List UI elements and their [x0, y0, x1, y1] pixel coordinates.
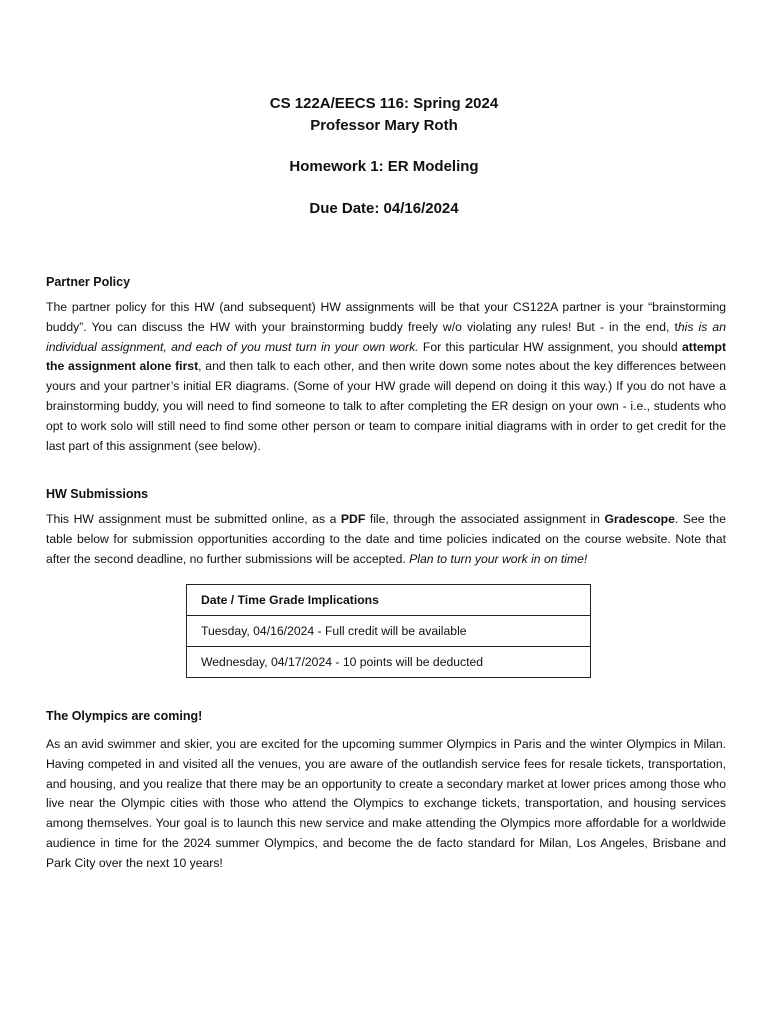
olympics-paragraph: As an avid swimmer and skier, you are excited for the upcoming summer Olympics in Paris and the winter Olympics in Milan. Having competed in and visited all the venues, you are aware of the outlandish service fees for resale tickets, transportation, and housing, and you realize that there may be an opportunity to create a secondary market at lower prices among those who live near the Olympic cities with those who attend the Olympics to exchange tickets, transportation, and housing services among themselves. Your goal is to launch this new service and make attending the Olympics more affordable for a worldwide audience in time for the 2024 summer Olympics, and become the de facto standard for Milan, Los Angeles, Brisbane and Park City over the next 10 years!	[46, 737, 726, 870]
submissions-text-3: . See the table below for submission opportunities according to the date and time policies indicated on the course website. Note that after the second deadline, no further submissions will be accepted.	[46, 512, 726, 566]
homework-title: Homework 1: ER Modeling	[289, 158, 479, 175]
table-row	[187, 647, 591, 678]
course-title: CS 122A/EECS 116: Spring 2024	[269, 95, 499, 112]
table-row	[187, 616, 591, 647]
hw-submissions-paragraph	[46, 510, 726, 569]
partner-policy-heading: Partner Policy	[46, 275, 131, 289]
table-header-cell: Date / Time Grade Implications	[187, 585, 591, 616]
table-cell: Tuesday, 04/16/2024 - Full credit will be available	[187, 616, 591, 647]
submissions-text-1: This HW assignment must be submitted online, as a	[46, 512, 341, 526]
submissions-gradescope: Gradescope	[604, 512, 675, 526]
table-cell: Wednesday, 04/17/2024 - 10 points will be deducted	[187, 647, 591, 678]
grade-implications-table	[186, 584, 591, 678]
partner-policy-text-2: For this particular HW assignment, you should	[418, 339, 682, 354]
submissions-pdf: PDF	[340, 512, 366, 526]
olympics-heading: The Olympics are coming!	[46, 709, 203, 723]
submissions-italic: Plan to turn your work in on time!	[409, 551, 588, 566]
partner-policy-bold: attempt the assignment alone first	[46, 339, 726, 374]
hw-submissions-heading: HW Submissions	[46, 487, 149, 501]
submissions-text-2: file, through the associated assignment in	[365, 512, 605, 526]
partner-policy-italic: his is an individual assignment, and each of you must turn in your own work.	[46, 319, 726, 354]
professor-name: Professor Mary Roth	[310, 117, 458, 134]
due-date: Due Date: 04/16/2024	[309, 200, 459, 217]
partner-policy-text-3: , and then talk to each other, and then write down some notes about the key differences between yours and your partner’s initial ER diagrams. (Some of your HW grade will depend on doing it this way.) If you do not have a brainstorming buddy, you will need to find someone to talk to after completing the ER design on your own - i.e., students who opt to work solo will still need to find some other person or team to compare initial diagrams with in order to get credit for the last part of this assignment (see below).	[46, 359, 726, 453]
table-header-row	[187, 585, 591, 616]
partner-policy-paragraph	[46, 298, 726, 456]
partner-policy-text-1: The partner policy for this HW (and subsequent) HW assignments will be that your CS122A partner is your “brainstorming buddy”. You can discuss the HW with your brainstorming buddy freely w/o violating any rules! But - in the end, t	[46, 300, 726, 334]
